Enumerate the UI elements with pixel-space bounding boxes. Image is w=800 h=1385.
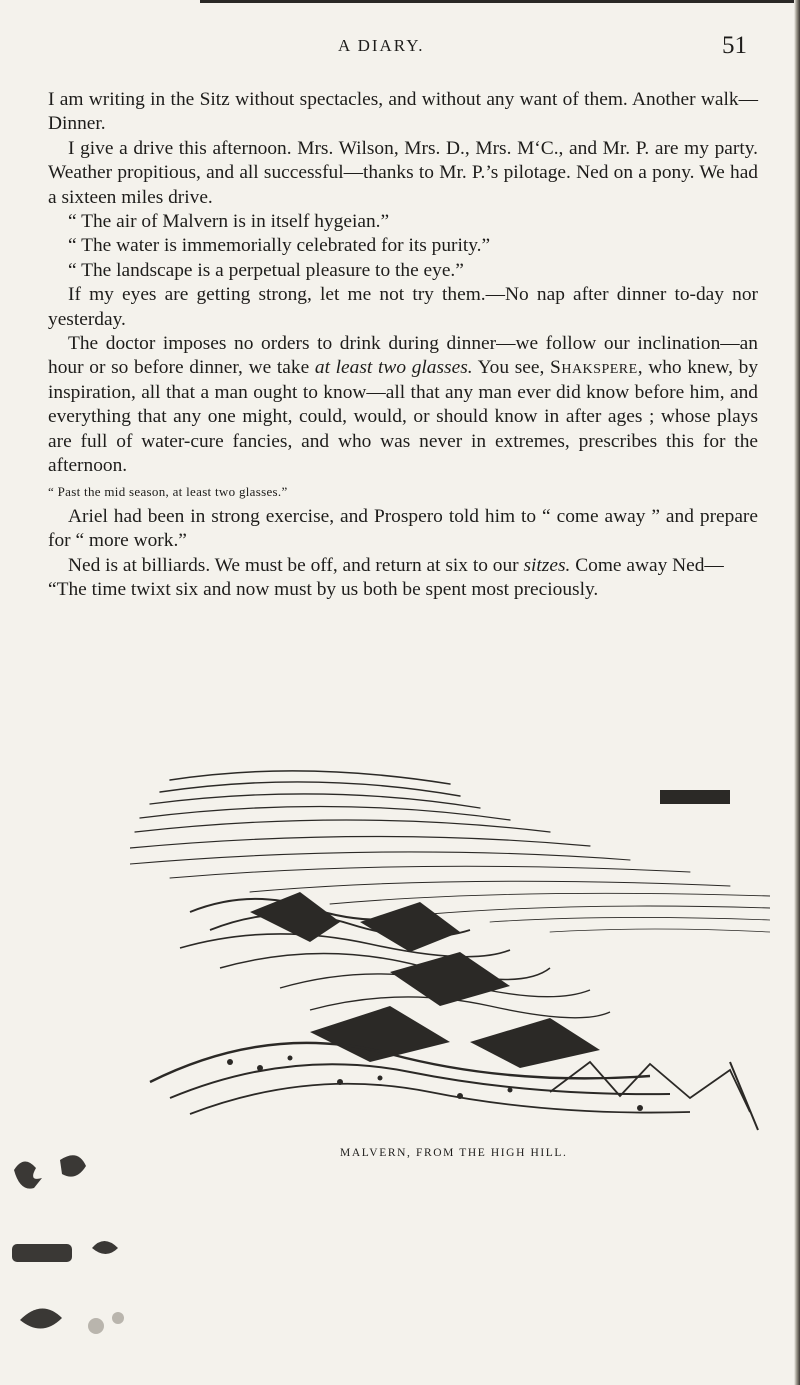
quote-air: “ The air of Malvern is in itself hygeian.” [68, 211, 390, 233]
paragraph-doctor [48, 332, 758, 478]
illustration-caption: MALVERN, FROM THE HIGH HILL. [340, 1147, 568, 1159]
paragraph-ariel: Ariel had been in strong exercise, and Prospero told him to “ come away ” and prepare for “ more work.” [48, 505, 758, 552]
page-number: 51 [722, 32, 747, 59]
doctor-emphasis: at least two glasses. [314, 357, 473, 379]
ned-emphasis: sitzes. [523, 554, 571, 576]
paragraph-eyes: If my eyes are getting strong, let me not try them.—No nap after dinner to-day nor yesterday. [48, 284, 758, 330]
ned-tail: Come away Ned— [570, 554, 724, 576]
author-name: Shakspere [550, 357, 638, 379]
doctor-lead: The doctor imposes no orders to drink during dinner—we follow our inclination—an hour or so before dinner, we take [48, 333, 758, 379]
doctor-middle: You see, [472, 357, 551, 379]
page-top-edge [200, 0, 800, 3]
quote-water: “ The water is immemorially celebrated for its purity.” [68, 235, 491, 257]
doctor-tail: , who knew, by inspiration, all that a man ought to know—all that any man ever did know before him, and everything that any one might, could, would, or should know in after ages ; whose plays are full of water-cure fancies, and who was never in extremes, prescribes this for the afternoon. [48, 357, 759, 477]
paragraph-ned [48, 554, 758, 578]
running-head [0, 32, 800, 62]
body-text [48, 88, 758, 603]
paragraph-closing: “The time twixt six and now must by us both be spent most preciously. [48, 579, 599, 601]
ned-lead: Ned is at billiards. We must be off, and return at six to our [68, 554, 524, 576]
running-head-title: A DIARY. [338, 36, 425, 55]
page-right-edge-shadow [794, 0, 800, 1385]
paragraph-sitz: I am writing in the Sitz without spectacles, and without any want of them. Another walk—Dinner. [48, 89, 758, 135]
quotation-line: “ Past the mid season, at least two glasses.” [48, 483, 288, 499]
library-stamp-mark [6, 1148, 146, 1358]
malvern-engraving [130, 762, 770, 1142]
paragraph-drive: I give a drive this afternoon. Mrs. Wilson, Mrs. D., Mrs. M‘C., and Mr. P. are my party. Weather propitious, and all successful—thanks to Mr. P.’s pilotage. Ned on a pony. We had a sixteen miles drive. [48, 137, 758, 208]
quote-landscape: “ The landscape is a perpetual pleasure to the eye.” [68, 259, 464, 281]
